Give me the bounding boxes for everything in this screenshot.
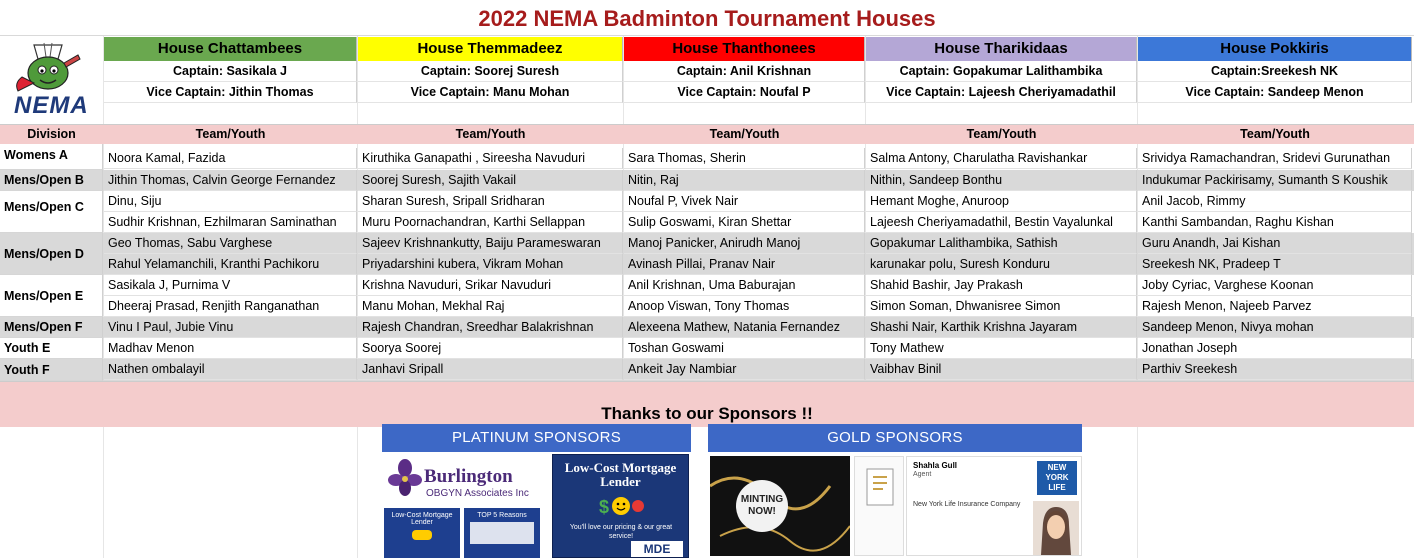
team-cell: Alexeena Mathew, Natania Fernandez [624, 317, 865, 338]
minting-now-ad [710, 456, 850, 556]
mde-logo: MDE [631, 541, 683, 557]
team-cell: Sreekesh NK, Pradeep T [1138, 254, 1412, 275]
team-cell: Dheeraj Prasad, Renjith Ranganathan [104, 296, 357, 317]
nema-logo [4, 37, 92, 123]
team-cell: karunakar polu, Suresh Konduru [866, 254, 1137, 275]
agent-card-small [854, 456, 904, 556]
burlington-subtitle: OBGYN Associates Inc [426, 488, 529, 499]
agent-role: Agent [913, 471, 932, 478]
division-header: Division [27, 127, 76, 141]
team-header: Team/Youth [455, 127, 526, 141]
mortgage-title: Low-Cost Mortgage Lender [564, 460, 677, 489]
team-cell: Toshan Goswami [624, 338, 865, 359]
team-cell: Simon Soman, Dhwanisree Simon [866, 296, 1137, 317]
division-mens-open-e: Mens/Open E [0, 275, 103, 317]
gold-header: GOLD SPONSORS [708, 424, 1082, 452]
sponsors-title: Thanks to our Sponsors !! [601, 404, 813, 423]
new-york-life-ad [906, 456, 1082, 556]
team-cell: Dinu, Siju [104, 191, 357, 212]
team-cell: Salma Antony, Charulatha Ravishankar [866, 148, 1137, 169]
team-cell: Noora Kamal, Fazida [104, 148, 357, 169]
house-name: House Themmadeez [417, 40, 563, 57]
house-header-themmadeez [358, 37, 623, 61]
team-cell: Janhavi Sripall [358, 359, 623, 380]
mortgage-tagline: You'll love our pricing & our great service! [569, 524, 673, 540]
team-header: Team/Youth [1240, 127, 1310, 141]
team-cell: Anil Krishnan, Uma Baburajan [624, 275, 865, 296]
team-cell: Lajeesh Cheriyamadathil, Bestin Vayalunkal [866, 212, 1137, 233]
division-youth-f: Youth F [0, 359, 103, 381]
team-cell: Jithin Thomas, Calvin George Fernandez [104, 170, 357, 191]
team-cell: Nathen ombalayil [104, 359, 357, 380]
logo-text: NEMA [14, 92, 89, 119]
captain: Captain:Sreekesh NK [1138, 61, 1412, 82]
team-cell: Vinu I Paul, Jubie Vinu [104, 317, 357, 338]
team-cell: Ankeit Jay Nambiar [624, 359, 865, 380]
division-mens-open-b: Mens/Open B [0, 170, 103, 191]
house-name: House Chattambees [157, 40, 303, 57]
house-name: House Tharikidaas [934, 40, 1068, 57]
orchid-icon [388, 458, 422, 502]
team-cell: Sandeep Menon, Nivya mohan [1138, 317, 1412, 338]
house-name: House Thanthonees [672, 40, 816, 57]
team-cell: Vaibhav Binil [866, 359, 1137, 380]
flyer-b-text: TOP 5 Reasons [477, 512, 527, 519]
vice-captain: Vice Captain: Noufal P [624, 82, 865, 103]
team-cell: Rajesh Menon, Najeeb Parvez [1138, 296, 1412, 317]
team-cell: Krishna Navuduri, Srikar Navuduri [358, 275, 623, 296]
team-cell: Jonathan Joseph [1138, 338, 1412, 359]
mortgage-flyer-a [384, 508, 460, 558]
team-cell: Sulip Goswami, Kiran Shettar [624, 212, 865, 233]
vice-captain: Vice Captain: Lajeesh Cheriyamadathil [866, 82, 1137, 103]
team-cell: Srividya Ramachandran, Sridevi Gurunathan [1138, 148, 1412, 169]
team-cell: Guru Anandh, Jai Kishan [1138, 233, 1412, 254]
svg-text:$: $ [599, 497, 610, 517]
team-cell: Sudhir Krishnan, Ezhilmaran Saminathan [104, 212, 357, 233]
division-mens-open-d: Mens/Open D [0, 233, 103, 275]
house-header-tharikidaas [866, 37, 1137, 61]
money-smiley-icon [597, 493, 645, 519]
team-header: Team/Youth [709, 127, 780, 141]
team-cell: Anil Jacob, Rimmy [1138, 191, 1412, 212]
platinum-sponsors-panel [382, 424, 691, 558]
team-cell: Gopakumar Lalithambika, Sathish [866, 233, 1137, 254]
platinum-header: PLATINUM SPONSORS [382, 424, 691, 452]
captain: Captain: Gopakumar Lalithambika [866, 61, 1137, 82]
team-header: Team/Youth [195, 127, 266, 141]
page-title: 2022 NEMA Badminton Tournament Houses [0, 0, 1414, 36]
team-cell: Madhav Menon [104, 338, 357, 359]
team-cell: Tony Mathew [866, 338, 1137, 359]
house-name: House Pokkiris [1220, 40, 1329, 57]
mortgage-lender-ad [552, 454, 689, 558]
team-cell: Kanthi Sambandan, Raghu Kishan [1138, 212, 1412, 233]
team-cell: Priyadarshini kubera, Vikram Mohan [358, 254, 623, 275]
team-cell: Avinash Pillai, Pranav Nair [624, 254, 865, 275]
team-cell: Sasikala J, Purnima V [104, 275, 357, 296]
team-cell: Noufal P, Vivek Nair [624, 191, 865, 212]
new-york-life-logo: NEW YORK LIFE [1037, 461, 1077, 495]
team-header: Team/Youth [966, 127, 1037, 141]
team-cell: Indukumar Packirisamy, Sumanth S Koushik [1138, 170, 1412, 191]
division-womens-a: Womens A [0, 144, 103, 170]
minting-text: MINTING NOW! [740, 494, 784, 517]
division-youth-e: Youth E [0, 338, 103, 359]
team-cell: Manu Mohan, Mekhal Raj [358, 296, 623, 317]
gold-sponsors-panel [708, 424, 1082, 558]
flyer-a-text: Low-Cost Mortgage Lender [391, 512, 453, 526]
team-cell: Sharan Suresh, Sripall Sridharan [358, 191, 623, 212]
team-cell: Soorya Soorej [358, 338, 623, 359]
captain: Captain: Soorej Suresh [358, 61, 623, 82]
vice-captain: Vice Captain: Manu Mohan [358, 82, 623, 103]
team-cell: Anoop Viswan, Tony Thomas [624, 296, 865, 317]
team-cell: Rajesh Chandran, Sreedhar Balakrishnan [358, 317, 623, 338]
team-cell: Manoj Panicker, Anirudh Manoj [624, 233, 865, 254]
team-cell: Shahid Bashir, Jay Prakash [866, 275, 1137, 296]
house-header-chattambees [104, 37, 357, 61]
vice-captain: Vice Captain: Jithin Thomas [104, 82, 357, 103]
burlington-name: Burlington [424, 466, 513, 487]
vice-captain: Vice Captain: Sandeep Menon [1138, 82, 1412, 103]
team-cell: Joby Cyriac, Varghese Koonan [1138, 275, 1412, 296]
document-icon [865, 467, 895, 507]
team-cell: Sajeev Krishnankutty, Baiju Parameswaran [358, 233, 623, 254]
division-mens-open-f: Mens/Open F [0, 317, 103, 338]
agent-photo [1033, 501, 1079, 555]
agent-company: New York Life Insurance Company [913, 501, 1021, 508]
team-cell: Parthiv Sreekesh [1138, 359, 1412, 380]
team-cell: Nitin, Raj [624, 170, 865, 191]
team-cell: Muru Poornachandran, Karthi Sellappan [358, 212, 623, 233]
team-cell: Soorej Suresh, Sajith Vakail [358, 170, 623, 191]
house-header-thanthonees [624, 37, 865, 61]
team-cell: Rahul Yelamanchili, Kranthi Pachikoru [104, 254, 357, 275]
division-mens-open-c: Mens/Open C [0, 191, 103, 233]
team-cell: Hemant Moghe, Anuroop [866, 191, 1137, 212]
team-cell: Shashi Nair, Karthik Krishna Jayaram [866, 317, 1137, 338]
team-cell: Nithin, Sandeep Bonthu [866, 170, 1137, 191]
captain: Captain: Anil Krishnan [624, 61, 865, 82]
agent-name: Shahla Gull [913, 461, 958, 470]
team-cell: Geo Thomas, Sabu Varghese [104, 233, 357, 254]
house-header-pokkiris [1138, 37, 1412, 61]
team-cell: Sara Thomas, Sherin [624, 148, 865, 169]
burlington-ad [382, 454, 550, 558]
mortgage-flyer-b [464, 508, 540, 558]
team-cell: Kiruthika Ganapathi , Sireesha Navuduri [358, 148, 623, 169]
captain: Captain: Sasikala J [104, 61, 357, 82]
